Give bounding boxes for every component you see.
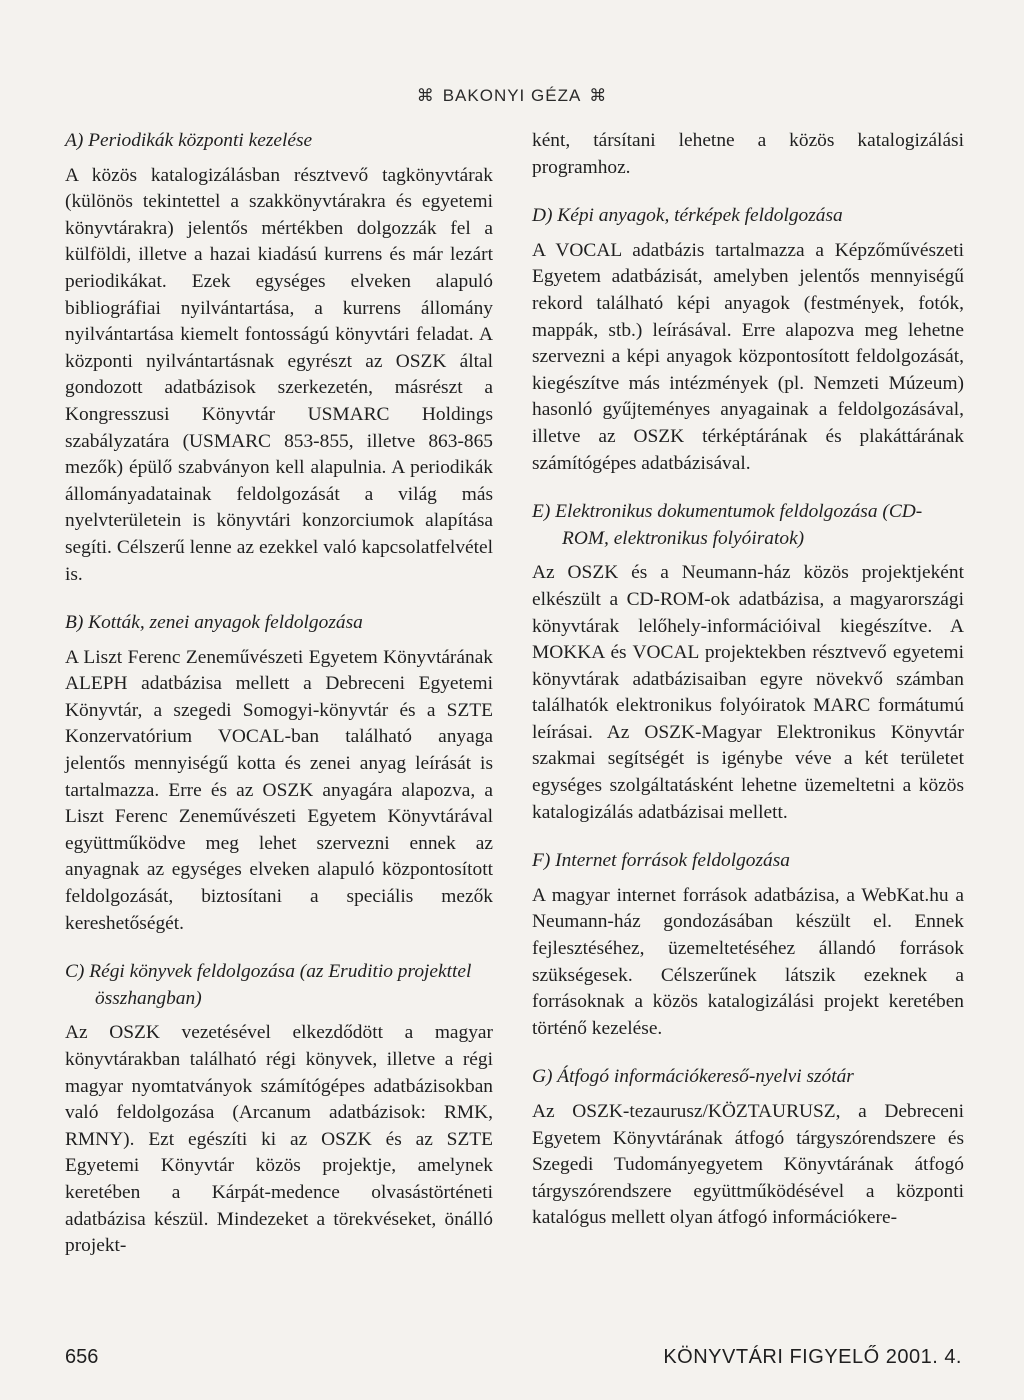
running-title: BAKONYI GÉZA <box>442 86 582 105</box>
ornament-left-icon: ⌘ <box>416 86 435 106</box>
section-f-body: A magyar internet források adatbázisa, a WebKat.hu a Neumann-ház gondozásában készült el. Ennek fejlesztéséhez, üzemeltetéséhez állandó források szükségesek. Célszerűnek látszik ezeknek a forrásoknak a közös katalogizálási projekt keretében történő kezelése. <box>532 884 964 1039</box>
ornament-right-icon: ⌘ <box>589 86 608 106</box>
section-b-body: A Liszt Ferenc Zeneművészeti Egyetem Könyvtárának ALEPH adatbázisa mellett a Debreceni Egyetemi Könyvtár, a szegedi Somogyi-könyvtár és a SZTE Konzervatórium VOCAL-ban található anyaga jelentős mennyiségű kotta és zenei anyag leírását is tartalmazza. Erre és az OSZK anyagára alapozva, a Liszt Ferenc Zeneművészeti Egyetem Könyvtárával együttműködve meg lehet szervezni ennek az anyagnak az egységes elveken alapuló központosított feldolgozását, biztosítani a speciális mezők kereshetőségét. <box>65 646 493 934</box>
section-c-continuation: ként, társítani lehetne a közös katalogizálási programhoz. <box>532 130 964 178</box>
left-column <box>65 128 493 1282</box>
section-a-body: A közös katalogizálásban résztvevő tagkönyvtárak (különös tekintettel a szakkönyvtárakra és egyetemi könyvtárakra) jelentős mértékben dolgozzák fel a külföldi, illetve a hazai kiadású kurrens és már lezárt periodikákat. Ezek egységes elveken alapuló bibliográfiai nyilvántartása, a kurrens állomány nyilvántartása kiemelt fontosságú könyvtári feladat. A központi nyilvántartásnak egyrészt az OSZK által gondozott adatbázisok szerkezetén, másrészt a Kongresszusi Könyvtár USMARC Holdings szabályzatára (USMARC 853-855, illetve 863-865 mezők) épülő szabványon kell alapulnia. A periodikák állományadatainak feldolgozását a világ más nyelvterületein is könyvtári konzorciumok alapítása segíti. Célszerű lenne az ezekkel való kapcsolatfelvétel is. <box>65 164 493 585</box>
section-g-body: Az OSZK-tezaurusz/KÖZTAURUSZ, a Debreceni Egyetem Könyvtárának átfogó tárgyszórendszere és Szegedi Tudományegyetem Könyvtárának átfogó tárgyszórendszere együttműködésével a központi katalógus mellett olyan átfogó információkere- <box>532 1101 964 1229</box>
section-f-heading: F) Internet források feldolgozása <box>532 850 790 872</box>
page-number: 656 <box>65 1346 99 1368</box>
section-c-body: Az OSZK vezetésével elkezdődött a magyar könyvtárakban található régi könyvek, illetve a régi magyar nyomtatványok számítógépes adatbázisokban való feldolgozása (Arcanum adatbázisok: RMK, RMNY). Ezt egészíti ki az OSZK és az SZTE Egyetemi Könyvtár közös projektje, amelynek keretében a Kárpát-medence olvasástörténeti adatbázisa készül. Mindezeket a törekvéseket, önálló projekt- <box>65 1022 493 1257</box>
section-a-heading: A) Periodikák központi kezelése <box>65 130 313 151</box>
section-b-heading: B) Kották, zenei anyagok feldolgozása <box>65 612 363 634</box>
section-e-body: Az OSZK és a Neumann-ház közös projektjeként elkészült a CD-ROM-ok adatbázisa, a magyarországi könyvtárak lelőhely-információival kiegészítve. A MOKKA és VOCAL projektekben résztvevő egyetemi könyvtárak adatbázisaiban egyre növekvő számban találhatók elektronikus folyóiratok MARC formátumú leírásai. Az OSZK-Magyar Elektronikus Könyvtár szakmai segítségét is igénybe véve a két területet egységes szolgáltatásként lehetne üzemeltetni a közös katalogizálás adatbázisai mellett. <box>532 562 964 823</box>
section-c-heading: C) Régi könyvek feldolgozása (az Eruditio projekttel összhangban) <box>65 961 472 1009</box>
section-e-heading: E) Elektronikus dokumentumok feldolgozása (CD-ROM, elektronikus folyóiratok) <box>532 501 923 549</box>
section-g-heading: G) Átfogó információkereső-nyelvi szótár <box>532 1066 854 1088</box>
right-column <box>532 128 964 1254</box>
section-d-body: A VOCAL adatbázis tartalmazza a Képzőművészeti Egyetem adatbázisát, amelyben jelentős mennyiségű rekord található képi anyagok (festmények, fotók, mappák, stb.) leírásával. Erre alapozva meg lehetne szervezni a képi anyagok központosított feldolgozását, kiegészítve más intézmények (pl. Nemzeti Múzeum) hasonló gyűjteményes anyagainak a feldolgozásával, illetve az OSZK térképtárának és plakáttárának számítógépes adatbázisával. <box>532 239 964 474</box>
running-head <box>0 86 1024 106</box>
section-d-heading: D) Képi anyagok, térképek feldolgozása <box>532 205 843 227</box>
journal-footer: KÖNYVTÁRI FIGYELŐ 2001. 4. <box>663 1346 962 1368</box>
